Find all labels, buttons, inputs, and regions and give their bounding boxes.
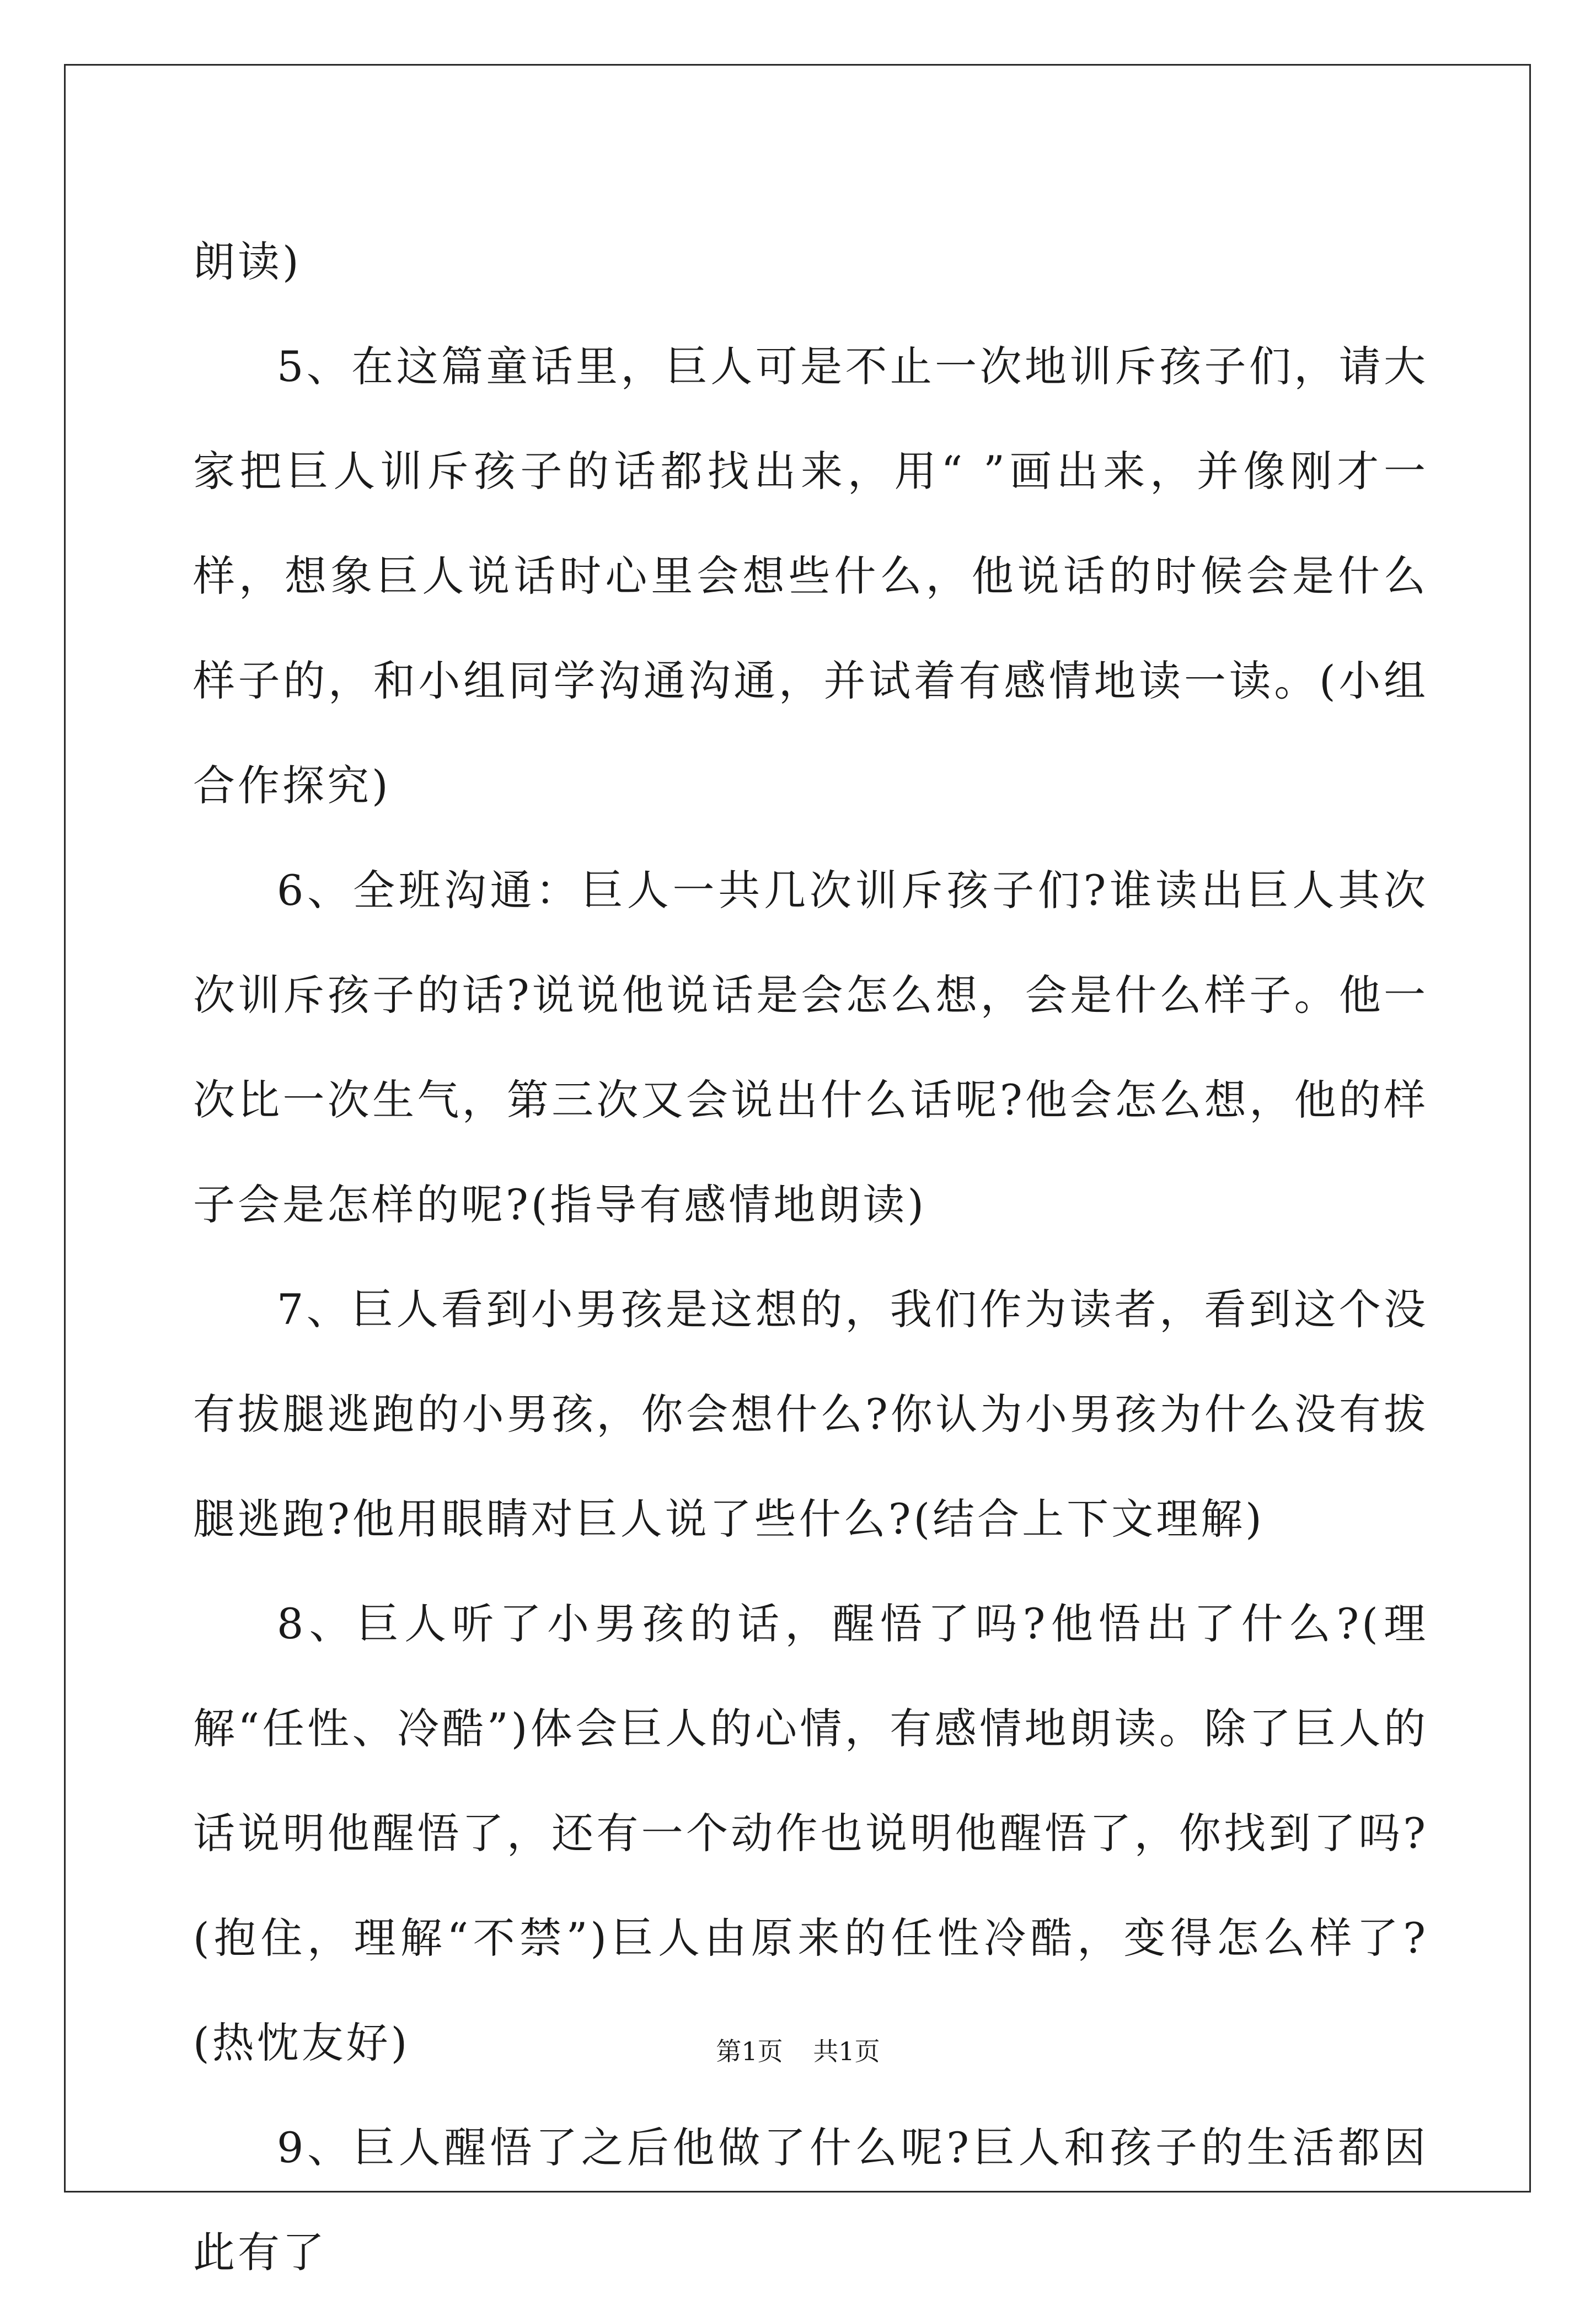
paragraph-item-5: 5、在这篇童话里，巨人可是不止一次地训斥孩子们，请大家把巨人训斥孩子的话都找出来，用“ ”画出来，并像刚才一样，想象巨人说话时心里会想些什么，他说话的时候会是什么样子的，和小组同学沟通沟通，并试着有感情地读一读。(小组合作探究) [193, 342, 1428, 810]
paragraph-item-6: 6、全班沟通：巨人一共几次训斥孩子们?谁读出巨人其次次训斥孩子的话?说说他说话是会怎么想，会是什么样子。他一次比一次生气，第三次又会说出什么话呢?他会怎么想，他的样子会是怎样的呢?(指导有感情地朗读) [193, 866, 1428, 1229]
document-body [193, 210, 1428, 2305]
page-number-current: 第1页 [716, 2036, 783, 2066]
paragraph-continuation: 朗读) [193, 237, 302, 286]
paragraph-item-9: 9、巨人醒悟了之后他做了什么呢?巨人和孩子的生活都因此有了 [193, 2123, 1428, 2277]
page-footer [0, 2035, 1596, 2068]
page-number-total: 共1页 [813, 2036, 880, 2066]
paragraph-item-7: 7、巨人看到小男孩是这想的，我们作为读者，看到这个没有拔腿逃跑的小男孩，你会想什么?你认为小男孩为什么没有拔腿逃跑?他用眼睛对巨人说了些什么?(结合上下文理解) [193, 1285, 1428, 1543]
paragraph-item-8: 8、巨人听了小男孩的话，醒悟了吗?他悟出了什么?(理解“任性、冷酷”)体会巨人的心情，有感情地朗读。除了巨人的话说明他醒悟了，还有一个动作也说明他醒悟了，你找到了吗?(抱住，理解“不禁”)巨人由原来的任性冷酷，变得怎么样了?(热忱友好) [193, 1599, 1428, 2067]
